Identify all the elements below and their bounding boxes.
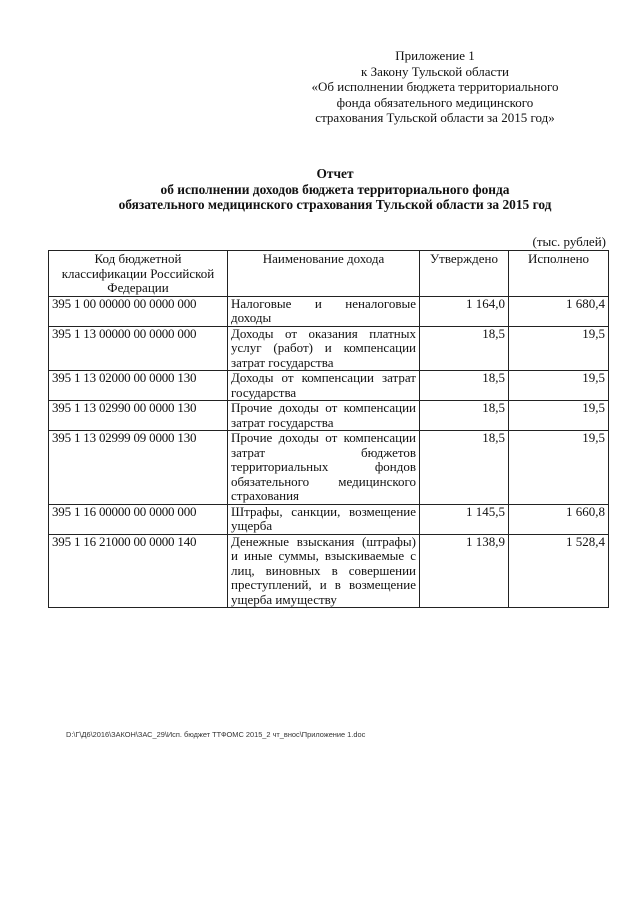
report-title-line: обязательного медицинского страхования Тульской области за 2015 год: [118, 197, 552, 212]
cell-approved: 18,5: [420, 401, 509, 431]
table-row: [49, 326, 609, 371]
report-title: [40, 166, 630, 213]
cell-name: Налоговые и неналоговые доходы: [228, 296, 420, 326]
report-title-line: об исполнении доходов бюджета территориального фонда: [160, 181, 510, 197]
table-row: [49, 371, 609, 401]
cell-executed: 1 680,4: [509, 296, 609, 326]
cell-code: 395 1 13 02999 09 0000 130: [49, 431, 228, 505]
cell-name: Прочие доходы от компенсации затрат государства: [228, 401, 420, 431]
cell-executed: 19,5: [509, 401, 609, 431]
cell-code: 395 1 00 00000 00 0000 000: [49, 296, 228, 326]
cell-code: 395 1 16 21000 00 0000 140: [49, 534, 228, 608]
header-name: Наименование дохода: [228, 251, 420, 297]
file-path-footer: D:\Г\Д6\2016\ЗАКОН\ЗАС_29\Исп. бюджет ТТФОМС 2015_2 чт_внос\Приложение 1.doc: [66, 730, 366, 739]
cell-name: Штрафы, санкции, возмещение ущерба: [228, 504, 420, 534]
cell-approved: 1 145,5: [420, 504, 509, 534]
cell-approved: 18,5: [420, 431, 509, 505]
appendix-line: страхования Тульской области за 2015 год»: [315, 110, 555, 125]
appendix-line: Приложение 1: [395, 48, 475, 63]
table-row: [49, 431, 609, 505]
cell-executed: 19,5: [509, 326, 609, 371]
cell-approved: 1 138,9: [420, 534, 509, 608]
cell-executed: 19,5: [509, 371, 609, 401]
table-row: [49, 534, 609, 608]
cell-code: 395 1 13 00000 00 0000 000: [49, 326, 228, 371]
cell-executed: 1 528,4: [509, 534, 609, 608]
header-code: Код бюджетной классификации Российской Федерации: [49, 251, 228, 297]
appendix-line: «Об исполнении бюджета территориального: [311, 79, 559, 94]
cell-name: Доходы от компенсации затрат государства: [228, 371, 420, 401]
cell-code: 395 1 13 02990 00 0000 130: [49, 401, 228, 431]
cell-name: Доходы от оказания платных услуг (работ) и компенсации затрат государства: [228, 326, 420, 371]
cell-executed: 19,5: [509, 431, 609, 505]
cell-code: 395 1 13 02000 00 0000 130: [49, 371, 228, 401]
revenue-table: [48, 250, 609, 608]
appendix-header: [240, 48, 630, 126]
report-title-line: Отчет: [316, 166, 354, 181]
units-label: (тыс. рублей): [532, 234, 606, 249]
header-approved: Утверждено: [420, 251, 509, 297]
header-executed: Исполнено: [509, 251, 609, 297]
table-header-row: [49, 251, 609, 297]
cell-code: 395 1 16 00000 00 0000 000: [49, 504, 228, 534]
table-row: [49, 296, 609, 326]
cell-approved: 18,5: [420, 371, 509, 401]
cell-approved: 18,5: [420, 326, 509, 371]
appendix-line: фонда обязательного медицинского: [336, 94, 534, 110]
table-row: [49, 401, 609, 431]
cell-name: Денежные взыскания (штрафы) и иные суммы, взыскиваемые с лиц, виновных в совершении преступлений, и в возмещение ущерба имуществу: [228, 534, 420, 608]
cell-name: Прочие доходы от компенсации затрат бюджетов территориальных фондов обязательного медицинского страхования: [228, 431, 420, 505]
table-row: [49, 504, 609, 534]
appendix-line: к Закону Тульской области: [361, 63, 509, 79]
cell-approved: 1 164,0: [420, 296, 509, 326]
cell-executed: 1 660,8: [509, 504, 609, 534]
